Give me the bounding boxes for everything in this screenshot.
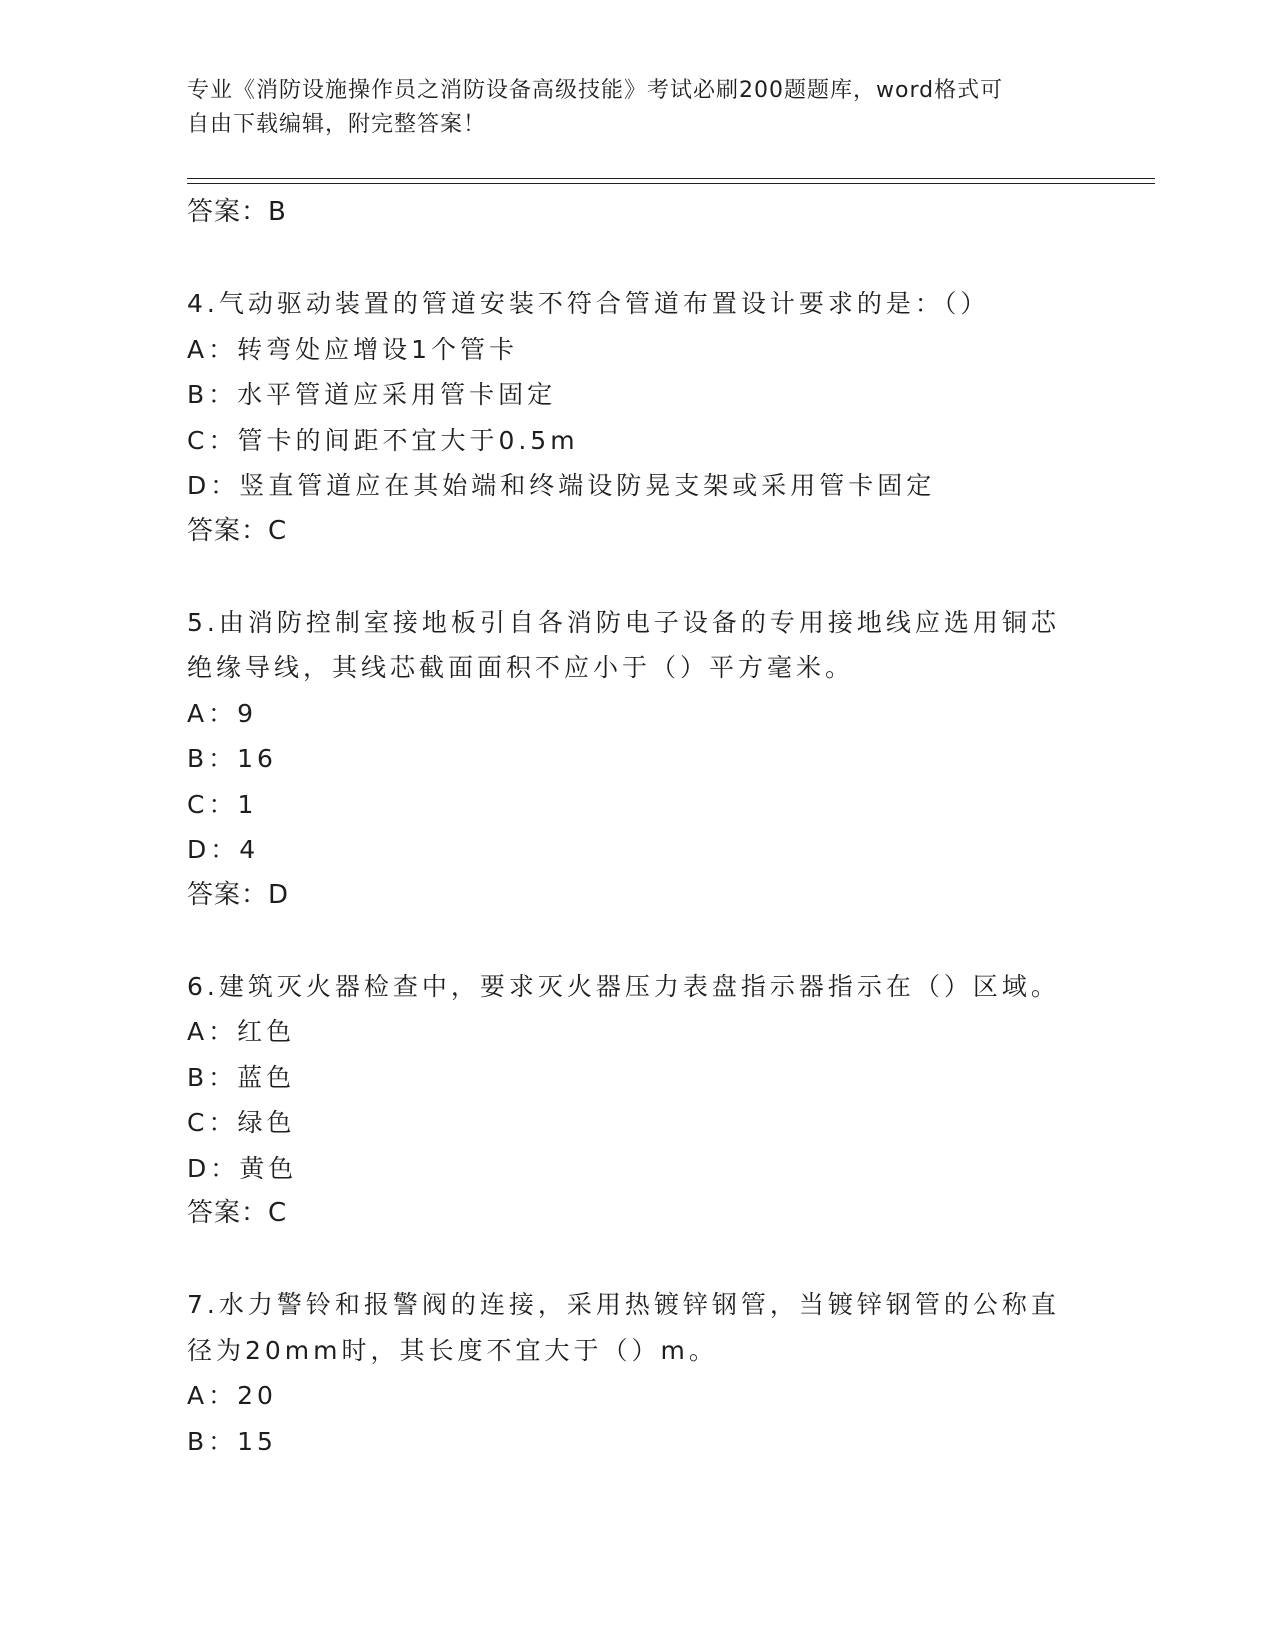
spacer bbox=[187, 236, 1087, 282]
answer-line: 答案：B bbox=[187, 197, 287, 227]
header-line-2: 自由下载编辑，附完整答案！ bbox=[187, 112, 487, 137]
option-c: C：绿色 bbox=[187, 1108, 296, 1137]
spacer bbox=[187, 1237, 1087, 1283]
option-d: D：竖直管道应在其始端和终端设防晃支架或采用管卡固定 bbox=[187, 471, 936, 500]
option-a: A：9 bbox=[187, 698, 258, 728]
question-text: 5.由消防控制室接地板引自各消防电子设备的专用接地线应选用铜芯 bbox=[187, 607, 1060, 637]
question-block bbox=[187, 600, 1087, 919]
spacer bbox=[187, 554, 1087, 600]
question-text: 4.气动驱动装置的管道安装不符合管道布置设计要求的是：（） bbox=[187, 289, 990, 318]
question-text: 6.建筑灭火器检查中，要求灭火器压力表盘指示器指示在（）区域。 bbox=[187, 971, 1060, 1001]
question-block bbox=[187, 281, 1087, 554]
answer-line: 答案：C bbox=[187, 515, 288, 546]
header-line-1: 专业《消防设施操作员之消防设备高级技能》考试必刷200题题库，word格式可 bbox=[187, 78, 1004, 103]
question-text-continued: 绝缘导线，其线芯截面面积不应小于（）平方毫米。 bbox=[187, 653, 855, 682]
option-d: D：黄色 bbox=[187, 1153, 298, 1183]
option-d: D：4 bbox=[187, 835, 260, 864]
option-b: B：15 bbox=[187, 1426, 277, 1456]
document-body bbox=[187, 190, 1087, 1464]
option-c: C：1 bbox=[187, 789, 258, 819]
question-text-continued: 径为20mm时，其长度不宜大于（）m。 bbox=[187, 1335, 718, 1365]
option-a: A：20 bbox=[187, 1381, 277, 1410]
question-block bbox=[187, 1282, 1087, 1464]
question-text: 7.水力警铃和报警阀的连接，采用热镀锌钢管，当镀锌钢管的公称直 bbox=[187, 1290, 1060, 1319]
option-b: B：蓝色 bbox=[187, 1062, 296, 1092]
answer-line: 答案：D bbox=[187, 879, 290, 910]
question-block bbox=[187, 964, 1087, 1237]
header-divider bbox=[187, 178, 1155, 184]
answer-line: 答案：C bbox=[187, 1198, 288, 1228]
option-c: C：管卡的间距不宜大于0.5m bbox=[187, 425, 579, 455]
option-b: B：水平管道应采用管卡固定 bbox=[187, 380, 557, 409]
option-a: A：转弯处应增设1个管卡 bbox=[187, 334, 519, 364]
option-a: A：红色 bbox=[187, 1017, 296, 1046]
option-b: B：16 bbox=[187, 744, 277, 773]
document-header bbox=[187, 74, 1067, 142]
spacer bbox=[187, 918, 1087, 964]
